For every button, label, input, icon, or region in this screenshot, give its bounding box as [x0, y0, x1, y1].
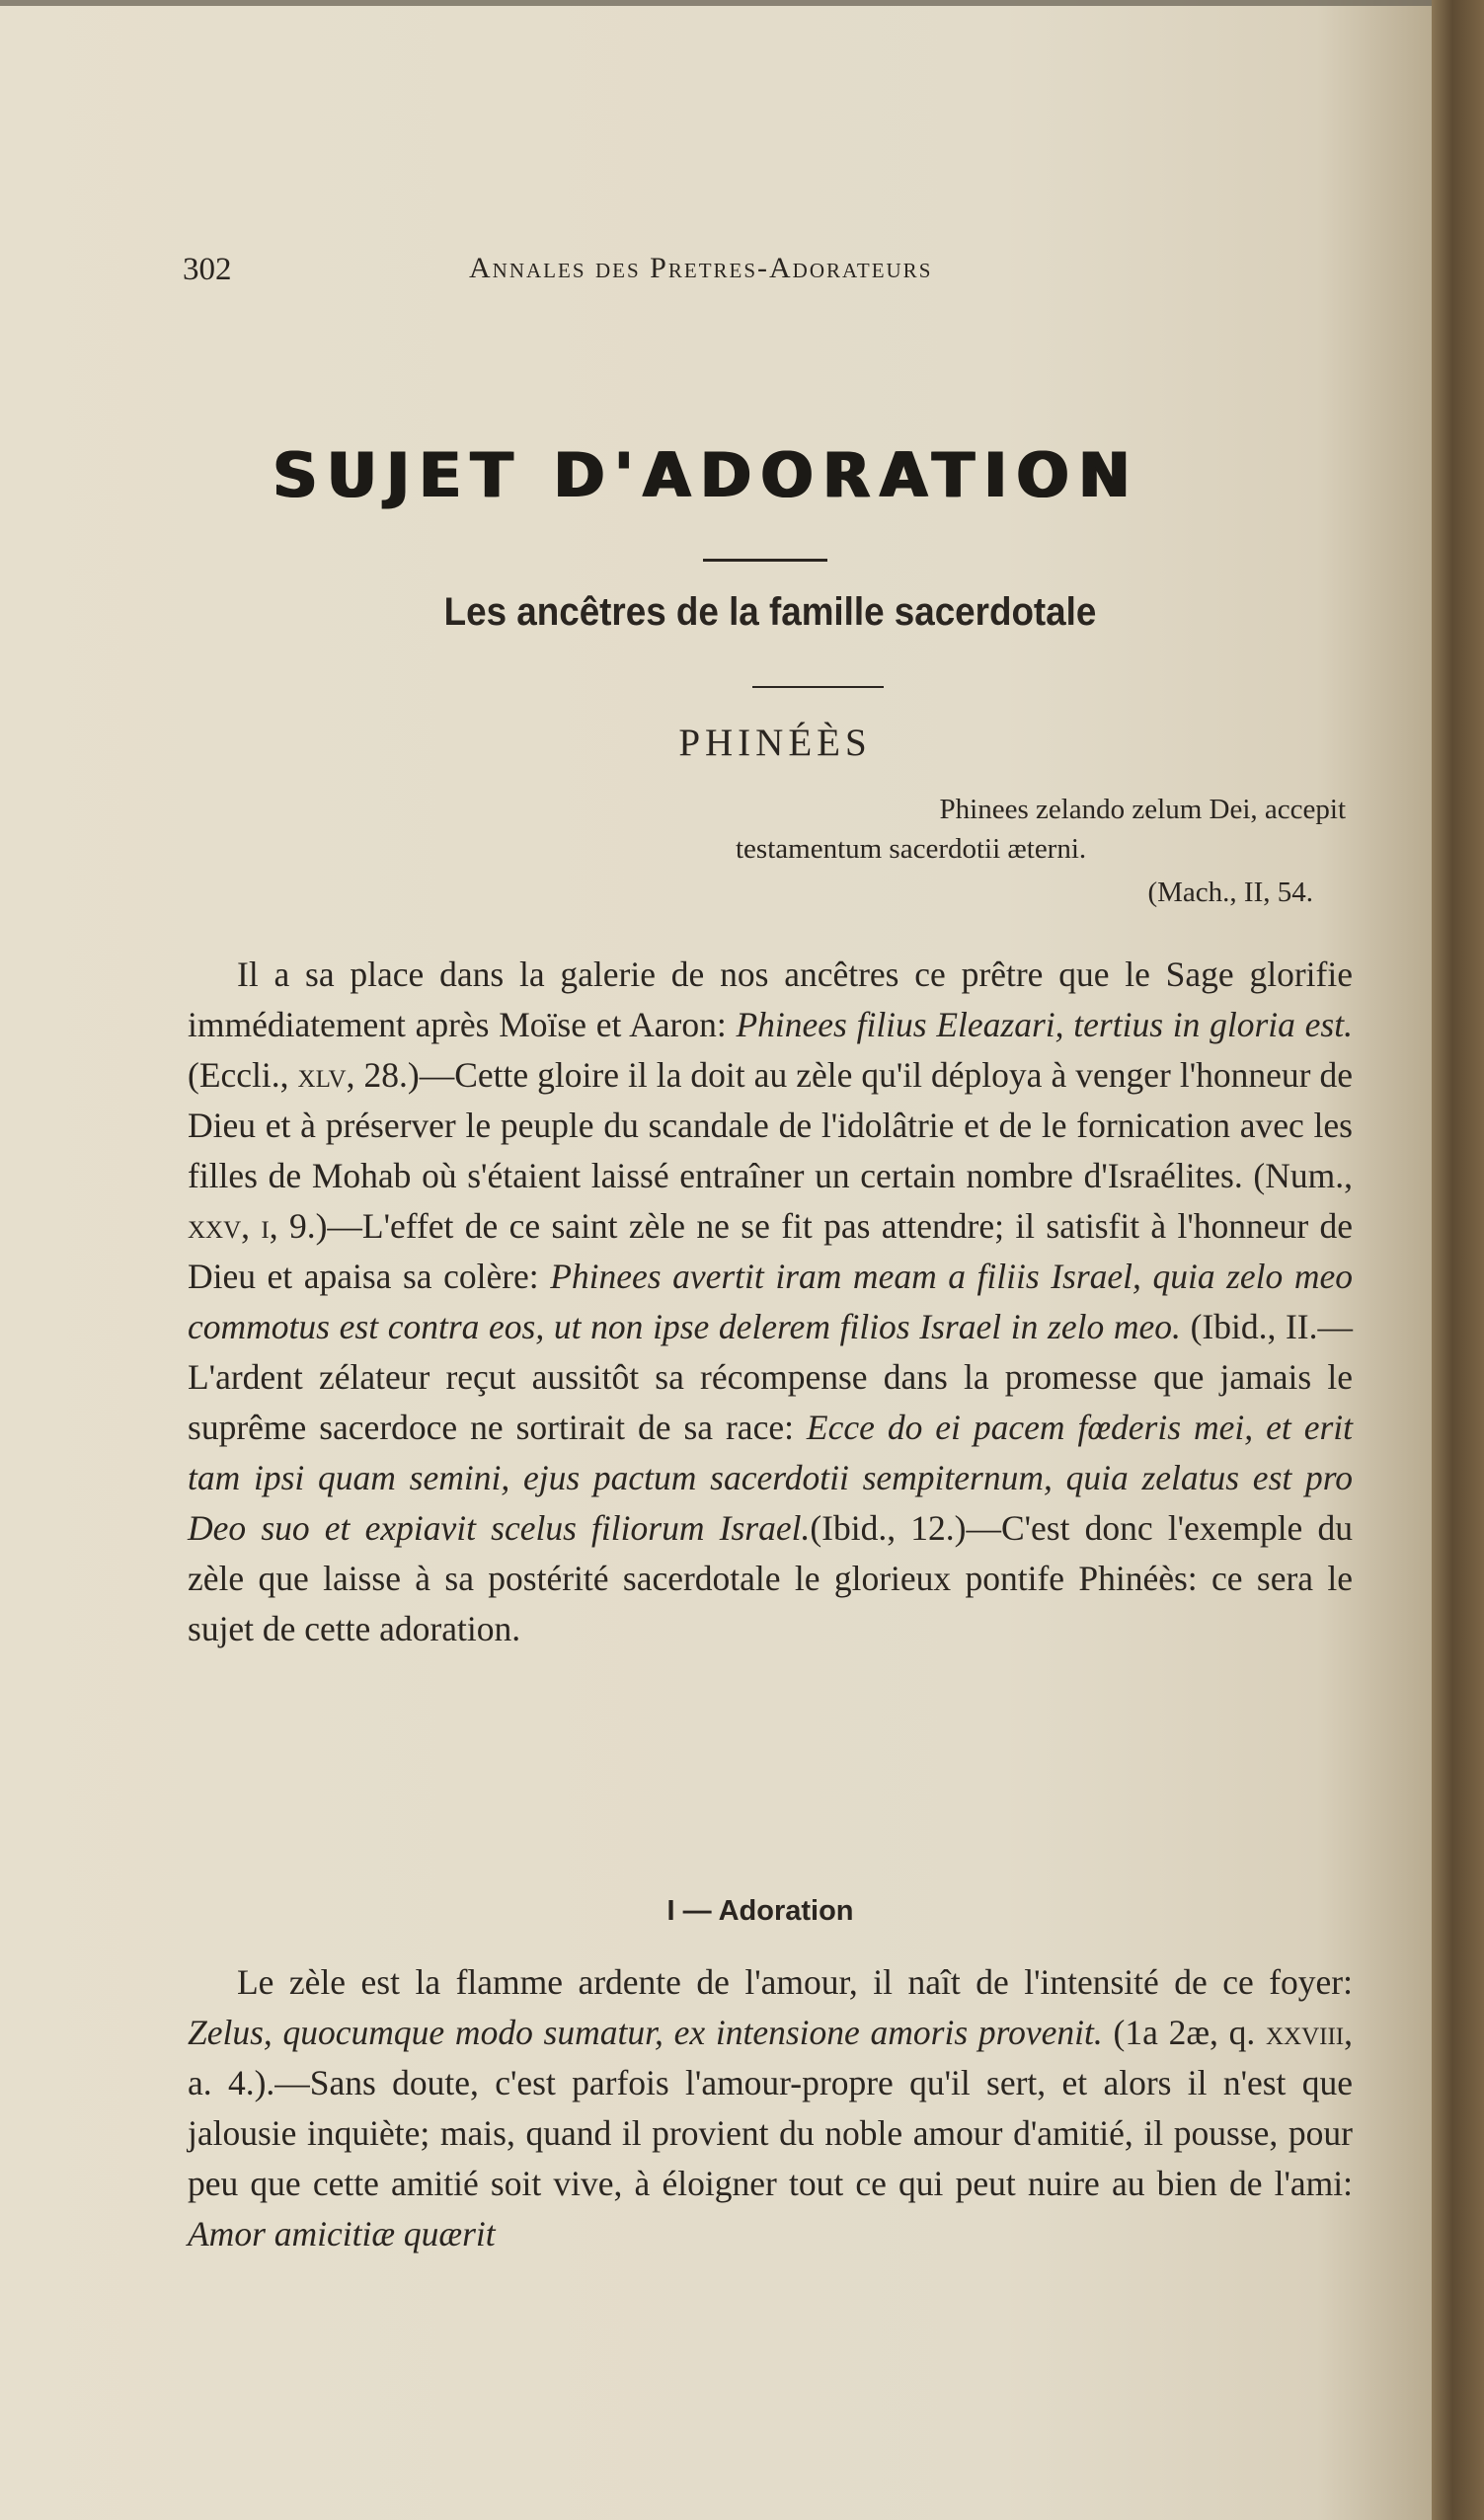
- book-spine: [1432, 0, 1484, 2520]
- section-heading: SUJET D'ADORATION: [273, 439, 1139, 511]
- body-paragraph: Il a sa place dans la galerie de nos ancêtres ce prêtre que le Sage glorifie immédiatement après Moïse et Aaron: Phinees filius Eleazari, tertius in gloria est. (Eccli., xlv, 28.)—Cette gloire il la doit au zèle qu'il déploya à venger l'honneur de Dieu et à préserver le peuple du scandale de l'idolâtrie et de le fornication avec les filles de Mohab où s'étaient laissé entraîner un certain nombre d'Israélites. (Num., xxv, i, 9.)—L'effet de ce saint zèle ne se fit pas attendre; il satisfit à l'honneur de Dieu et apaisa sa colère: Phinees avertit iram meam a filiis Israel, quia zelo meo commotus est contra eos, ut non ipse delerem filios Israel in zelo meo. (Ibid., II.—L'ardent zélateur reçut aussitôt sa récompense dans la promesse que jamais le suprême sacerdoce ne sortirait de sa race: Ecce do ei pacem fœderis mei, et erit tam ipsi quam semini, ejus pactum sacerdotii sempiternum, quia zelatus est pro Deo suo et expiavit scelus filiorum Israel.(Ibid., 12.)—C'est donc l'exemple du zèle que laisse à sa postérité sacerdotale le glorieux pontife Phinéès: ce sera le sujet de cette adoration.: [188, 955, 1354, 1648]
- journal-title: Annales des Pretres-Adorateurs: [469, 252, 933, 284]
- epigraph: [736, 790, 1348, 912]
- subject-name: PHINÉÈS: [678, 722, 872, 764]
- body-paragraph: Le zèle est la flamme ardente de l'amour, il naît de l'intensité de ce foyer: Zelus, quocumque modo sumatur, ex intensione amoris provenit. (1a 2æ, q. xxviii, a. 4.).—Sans doute, c'est parfois l'amour-propre qu'il sert, et alors il n'est que jalousie inquiète; mais, quand il provient du noble amour d'amitié, il pousse, pour peu que cette amitié soit vive, à éloigner tout ce qui peut nuire au bien de l'ami: Amor amicitiæ quærit: [188, 1962, 1353, 2253]
- epigraph-line: testamentum sacerdotii æterni.: [736, 833, 1087, 865]
- page-number: 302: [183, 252, 232, 287]
- epigraph-reference: (Mach., II, 54.: [1147, 877, 1313, 908]
- section-subheading: I — Adoration: [666, 1895, 854, 1927]
- top-edge-rule: [0, 0, 1432, 6]
- article-title: Les ancêtres de la famille sacerdotale: [443, 590, 1097, 634]
- epigraph-line: Phinees zelando zelum Dei, accepit: [939, 794, 1346, 825]
- heading-rule: [703, 559, 827, 562]
- running-head: [183, 252, 1338, 291]
- title-rule: [752, 686, 884, 688]
